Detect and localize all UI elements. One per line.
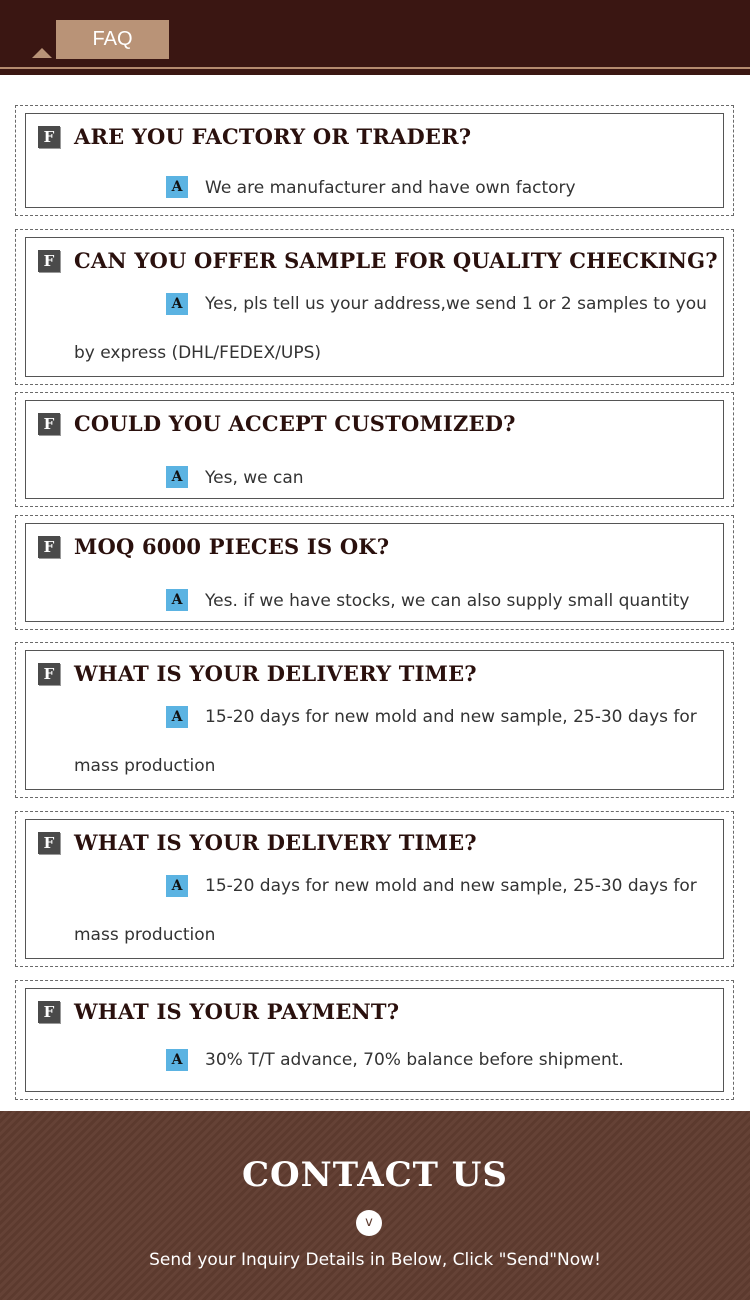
faq-item [15, 642, 734, 798]
faq-item [15, 980, 734, 1100]
question-badge: F [38, 536, 60, 558]
faq-answer: Yes, pls tell us your address,we send 1 or 2 samples to you by express (DHL/FEDEX/UPS) [74, 294, 707, 363]
faq-card [25, 819, 724, 959]
answer-badge: A [166, 706, 188, 728]
question-badge: F [38, 250, 60, 272]
faq-question: WHAT IS YOUR DELIVERY TIME? [74, 830, 477, 855]
faq-question: MOQ 6000 PIECES IS OK? [74, 534, 390, 559]
faq-item [15, 229, 734, 385]
faq-card [25, 650, 724, 790]
question-badge: F [38, 832, 60, 854]
faq-tab[interactable]: FAQ [56, 20, 169, 59]
contact-section [0, 1111, 750, 1300]
page-header [0, 0, 750, 75]
answer-badge: A [166, 1049, 188, 1071]
answer-badge: A [166, 176, 188, 198]
answer-badge: A [166, 466, 188, 488]
faq-question: WHAT IS YOUR PAYMENT? [74, 999, 400, 1024]
faq-item [15, 392, 734, 507]
faq-item [15, 105, 734, 216]
answer-badge: A [166, 589, 188, 611]
faq-card [25, 988, 724, 1092]
faq-question: WHAT IS YOUR DELIVERY TIME? [74, 661, 477, 686]
faq-answer: Yes. if we have stocks, we can also supply small quantity [205, 591, 690, 611]
contact-subtitle: Send your Inquiry Details in Below, Click "Send"Now! [149, 1250, 601, 1270]
faq-card [25, 237, 724, 377]
faq-item [15, 811, 734, 967]
faq-card [25, 113, 724, 208]
question-badge: F [38, 1001, 60, 1023]
question-badge: F [38, 413, 60, 435]
faq-answer: 30% T/T advance, 70% balance before shipment. [205, 1050, 624, 1070]
faq-question: COULD YOU ACCEPT CUSTOMIZED? [74, 411, 516, 436]
header-divider [0, 67, 750, 69]
faq-card [25, 523, 724, 622]
faq-answer: Yes, we can [205, 468, 304, 488]
triangle-up-icon [32, 48, 52, 58]
faq-card [25, 400, 724, 499]
faq-answer: We are manufacturer and have own factory [205, 178, 576, 198]
faq-answer: 15-20 days for new mold and new sample, 25-30 days for mass production [74, 707, 697, 776]
faq-question: ARE YOU FACTORY OR TRADER? [74, 124, 472, 149]
question-badge: F [38, 126, 60, 148]
faq-item [15, 515, 734, 630]
answer-badge: A [166, 875, 188, 897]
question-badge: F [38, 663, 60, 685]
faq-question: CAN YOU OFFER SAMPLE FOR QUALITY CHECKING? [74, 248, 718, 273]
contact-title: CONTACT US [242, 1155, 508, 1195]
chevron-down-icon[interactable]: v [356, 1210, 382, 1236]
answer-badge: A [166, 293, 188, 315]
faq-answer: 15-20 days for new mold and new sample, 25-30 days for mass production [74, 876, 697, 945]
